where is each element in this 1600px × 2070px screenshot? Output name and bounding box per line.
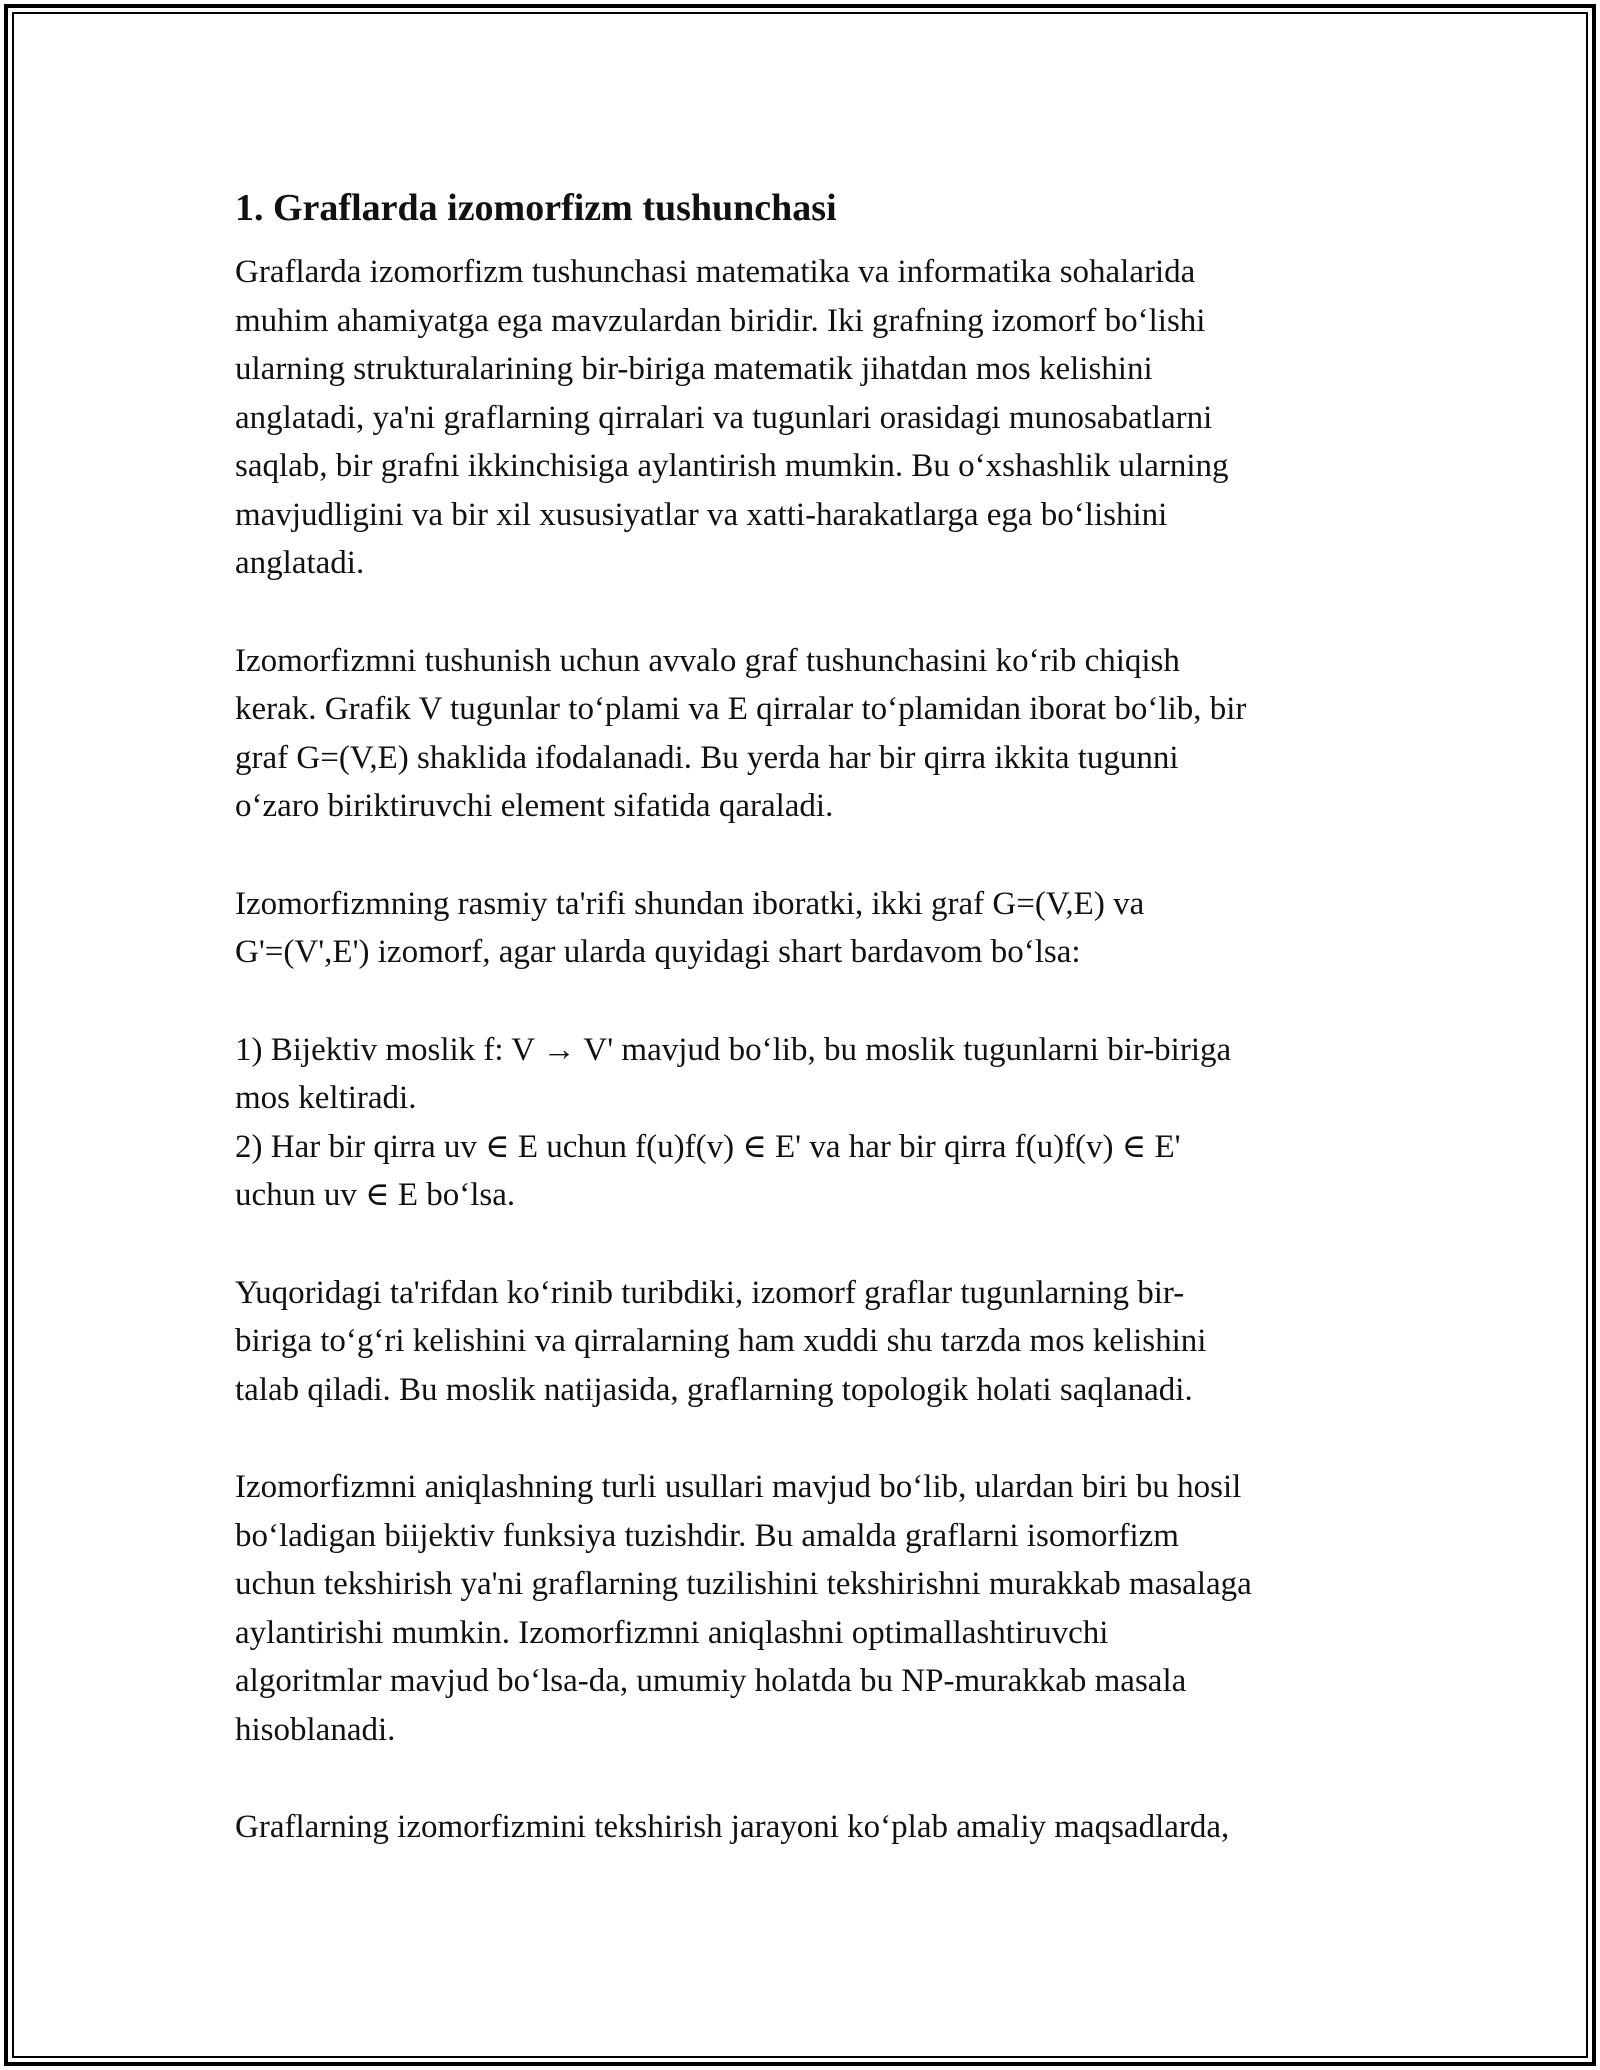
text-line: ularning strukturalarining bir-biriga matematik jihatdan mos kelishini xyxy=(235,351,1153,387)
text-line: bo‘ladigan biijektiv funksiya tuzishdir. Bu amalda graflarni isomorfizm xyxy=(235,1517,1179,1554)
text-line: biriga to‘g‘ri kelishini va qirralarning ham xuddi shu tarzda mos kelishini xyxy=(235,1323,1207,1359)
text-line: Graflarda izomorfizm tushunchasi matematika va informatika sohalarida xyxy=(235,254,1196,290)
text-line: anglatadi. xyxy=(235,545,365,581)
text-line: uchun uv ∈ E bo‘lsa. xyxy=(235,1177,516,1213)
text-line: kerak. Grafik V tugunlar to‘plami va E qirralar to‘plamidan iborat bo‘lib, bir xyxy=(235,691,1247,727)
text-line: 1) Bijektiv moslik f: V → V' mavjud bo‘lib, bu moslik tugunlarni bir-biriga xyxy=(235,1031,1232,1068)
text-line: Izomorfizmni tushunish uchun avvalo graf tushunchasini ko‘rib chiqish xyxy=(235,642,1180,679)
text-line: Izomorfizmning rasmiy ta'rifi shundan iboratki, ikki graf G=(V,E) va xyxy=(235,885,1145,922)
paragraph xyxy=(235,1026,1375,1220)
text-line: mavjudligini va bir xil xususiyatlar va xatti-harakatlarga ega bo‘lishini xyxy=(235,496,1168,533)
text-line: uchun tekshirish ya'ni graflarning tuzilishini tekshirishni murakkab masalaga xyxy=(235,1566,1252,1602)
paragraph-list xyxy=(235,248,1375,1852)
paragraph xyxy=(235,1463,1375,1754)
paragraph xyxy=(235,248,1375,588)
text-line: Graflarning izomorfizmini tekshirish jarayoni ko‘plab amaliy maqsadlarda, xyxy=(235,1809,1230,1845)
text-line: mos keltiradi. xyxy=(235,1080,417,1116)
text-line: hisoblanadi. xyxy=(235,1711,396,1748)
document-body xyxy=(235,184,1375,1901)
text-line: 2) Har bir qirra uv ∈ E uchun f(u)f(v) ∈ E' va har bir qirra f(u)f(v) ∈ E' xyxy=(235,1128,1181,1165)
text-line: muhim ahamiyatga ega mavzulardan biridir. Iki grafning izomorf bo‘lishi xyxy=(235,302,1206,339)
section-heading: 1. Graflarda izomorfizm tushunchasi xyxy=(235,187,837,229)
text-line: Yuqoridagi ta'rifdan ko‘rinib turibdiki, izomorf graflar tugunlarning bir- xyxy=(235,1274,1185,1311)
text-line: talab qiladi. Bu moslik natijasida, graflarning topologik holati saqlanadi. xyxy=(235,1371,1193,1408)
text-line: G'=(V',E') izomorf, agar ularda quyidagi shart bardavom bo‘lsa: xyxy=(235,934,1081,970)
text-line: saqlab, bir grafni ikkinchisiga aylantirish mumkin. Bu o‘xshashlik ularning xyxy=(235,448,1229,484)
text-line: graf G=(V,E) shaklida ifodalanadi. Bu yerda har bir qirra ikkita tugunni xyxy=(235,739,1179,776)
paragraph xyxy=(235,1803,1375,1852)
paragraph xyxy=(235,637,1375,831)
text-line: anglatadi, ya'ni graflarning qirralari va tugunlari orasidagi munosabatlarni xyxy=(235,399,1213,436)
text-line: algoritmlar mavjud bo‘lsa-da, umumiy holatda bu NP-murakkab masala xyxy=(235,1663,1187,1699)
text-line: o‘zaro biriktiruvchi element sifatida qaraladi. xyxy=(235,788,834,824)
paragraph xyxy=(235,1269,1375,1415)
text-line: aylantirishi mumkin. Izomorfizmni aniqlashni optimallashtiruvchi xyxy=(235,1614,1109,1651)
paragraph xyxy=(235,880,1375,977)
text-line: Izomorfizmni aniqlashning turli usullari mavjud bo‘lib, ulardan biri bu hosil xyxy=(235,1469,1242,1505)
